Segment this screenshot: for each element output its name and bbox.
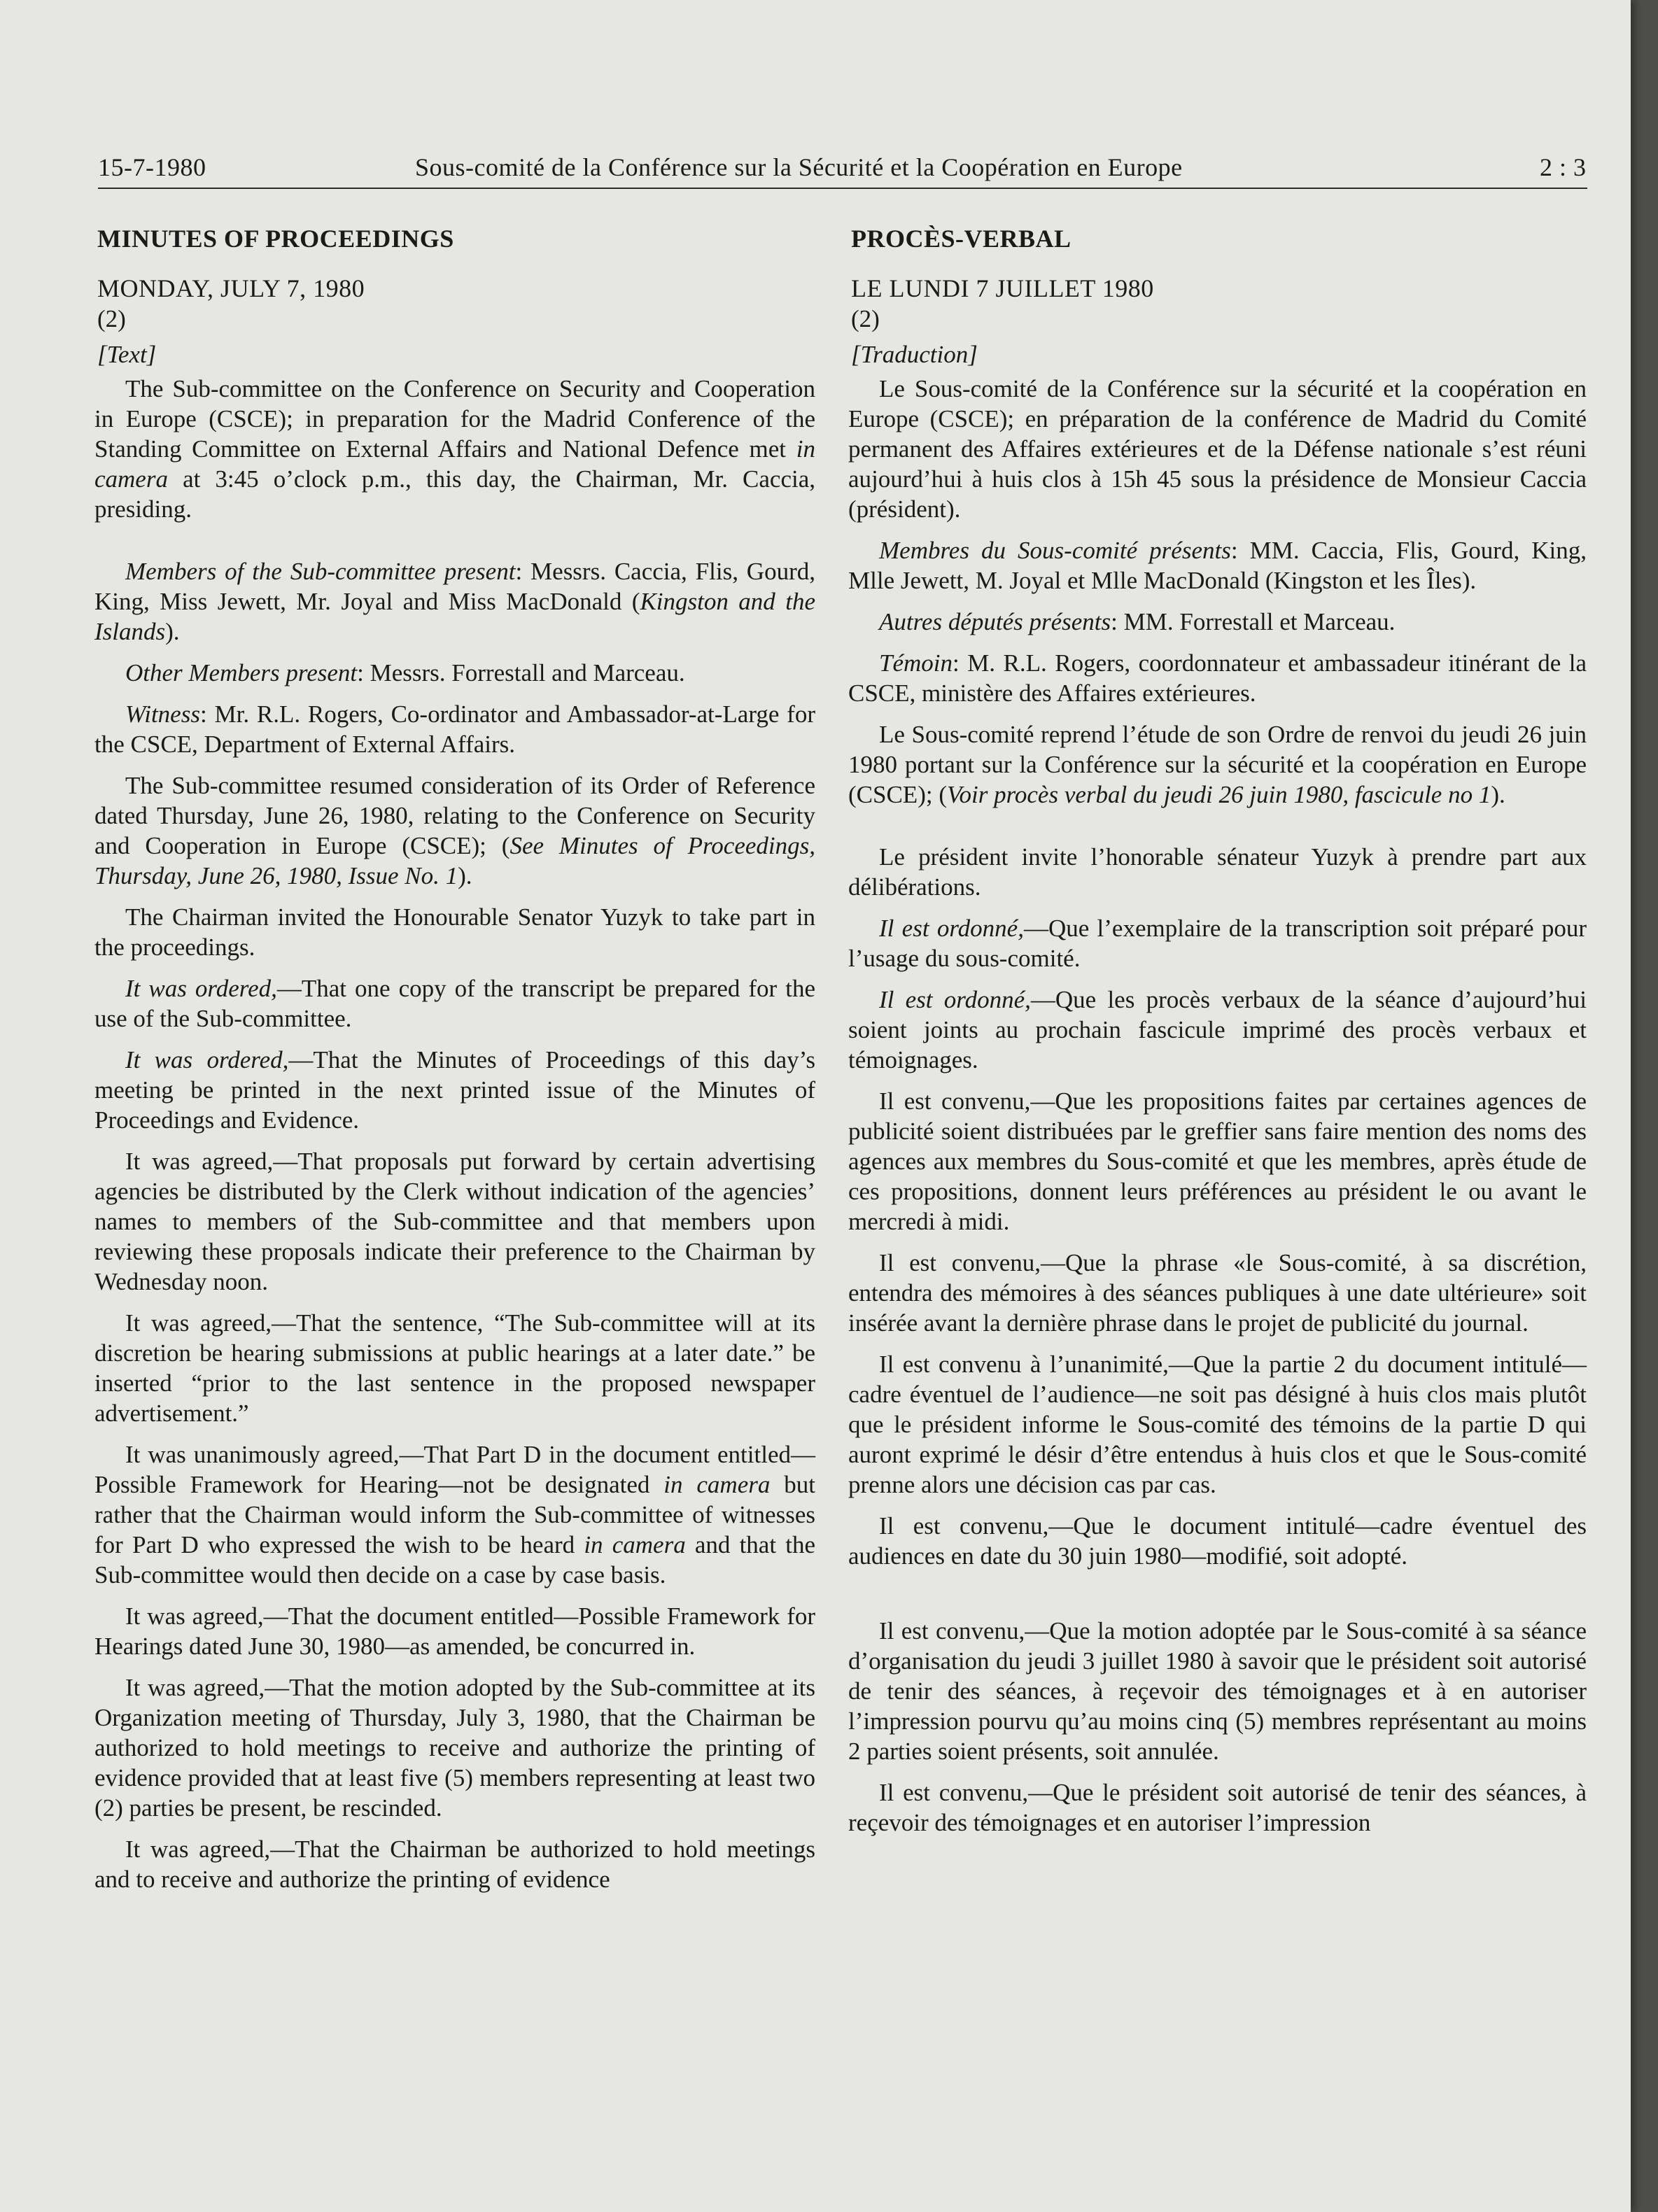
header-rule <box>98 188 1587 189</box>
french-issue: (2) <box>851 305 880 332</box>
english-agreed-2: It was agreed,—That the sentence, “The Sub-committee will at its discretion be hearing submissions at public hearings at a later date.” be inserted “prior to the last sentence in the proposed newspaper advertisement.” <box>94 1309 815 1427</box>
french-unanimously-agreed: Il est convenu à l’unanimité,—Que la partie 2 du document intitulé—cadre éventuel de l’audience—ne soit pas désigné à huis clos mais plutôt que le président informe le Sous-comité des témoins de la partie D qui auront exprimé le désir d’être entendus à huis clos et que le Sous-comité prenne alors une décision cas par cas. <box>848 1351 1587 1498</box>
header-date: 15-7-1980 <box>98 153 206 181</box>
english-witness: Witness: Mr. R.L. Rogers, Co-ordinator and Ambassador-at-Large for the CSCE, Department of External Affairs. <box>94 700 815 758</box>
french-ordered-1: Il est ordonné,—Que l’exemplaire de la transcription soit préparé pour l’usage du sous-comité. <box>848 915 1587 972</box>
english-members-present: Members of the Sub-committee present: Messrs. Caccia, Flis, Gourd, King, Miss Jewett, Mr. Joyal and Miss MacDonald (Kingston and the Islands). <box>94 558 815 645</box>
french-agreed-3: Il est convenu,—Que le document intitulé—cadre éventuel des audiences en date du 30 juin 1980—modifié, soit adopté. <box>848 1512 1587 1570</box>
french-agreed-5: Il est convenu,—Que le président soit autorisé de tenir des séances, à reçevoir des témoignages et en autoriser l’impression <box>848 1779 1587 1836</box>
french-resumed: Le Sous-comité reprend l’étude de son Ordre de renvoi du jeudi 26 juin 1980 portant sur la Conférence sur la sécurité et la coopération en Europe (CSCE); (Voir procès verbal du jeudi 26 juin 1980, fascicule no 1). <box>848 721 1587 808</box>
english-issue: (2) <box>97 305 126 332</box>
english-column <box>94 224 815 1905</box>
english-intro: The Sub-committee on the Conference on Security and Cooperation in Europe (CSCE); in preparation for the Madrid Conference of the Standing Committee on External Affairs and National Defence met in camera at 3:45 o’clock p.m., this day, the Chairman, Mr. Caccia, presiding. <box>94 375 816 523</box>
english-invited: The Chairman invited the Honourable Senator Yuzyk to take part in the proceedings. <box>94 903 815 961</box>
french-intro: Le Sous-comité de la Conférence sur la sécurité et la coopération en Europe (CSCE); en préparation de la conférence de Madrid du Comité permanent des Affaires extérieures et de la Défense nationale s’est réuni aujourd’hui à huis clos à 15h 45 sous la présidence de Monsieur Caccia (président). <box>848 375 1587 523</box>
english-agreed-5: It was agreed,—That the Chairman be authorized to hold meetings and to receive and authorize the printing of evidence <box>94 1836 815 1893</box>
english-title: MINUTES OF PROCEEDINGS <box>97 225 454 253</box>
english-agreed-4: It was agreed,—That the motion adopted by the Sub-committee at its Organization meeting of Thursday, July 3, 1980, that the Chairman be authorized to hold meetings to receive and authorize the printing of evidence provided that at least five (5) members representing at least two (2) parties be present, be rescinded. <box>94 1674 815 1822</box>
english-ordered-2: It was ordered,—That the Minutes of Proceedings of this day’s meeting be printed in the next printed issue of the Minutes of Proceedings and Evidence. <box>94 1046 815 1134</box>
english-agreed-3: It was agreed,—That the document entitled—Possible Framework for Hearings dated June 30, 1980—as amended, be concurred in. <box>94 1602 815 1660</box>
english-date: MONDAY, JULY 7, 1980 <box>97 274 365 302</box>
header-page-number: 2 : 3 <box>1540 153 1587 181</box>
french-text-tag: [Traduction] <box>851 341 978 368</box>
header-running-title: Sous-comité de la Conférence sur la Sécurité et la Coopération en Europe <box>415 153 1183 181</box>
french-ordered-2: Il est ordonné,—Que les procès verbaux de la séance d’aujourd’hui soient joints au prochain fascicule imprimé des procès verbaux et témoignages. <box>848 986 1587 1073</box>
english-text-tag: [Text] <box>97 341 157 368</box>
english-agreed-1: It was agreed,—That proposals put forward by certain advertising agencies be distributed by the Clerk without indication of the agencies’ names to members of the Sub-committee and that members upon reviewing these proposals indicate their preference to the Chairman by Wednesday noon. <box>94 1148 815 1295</box>
english-ordered-1: It was ordered,—That one copy of the transcript be prepared for the use of the Sub-committee. <box>94 975 815 1032</box>
french-agreed-4: Il est convenu,—Que la motion adoptée par le Sous-comité à sa séance d’organisation du jeudi 3 juillet 1980 à savoir que le président soit autorisé de tenir des séances, à reçevoir des témoignages et à en autoriser l’impression pourvu qu’au moins cinq (5) membres représentant au moins 2 parties soient présents, soit annulée. <box>848 1617 1587 1765</box>
french-other-members: Autres députés présents: MM. Forrestall et Marceau. <box>879 608 1396 635</box>
french-agreed-2: Il est convenu,—Que la phrase «le Sous-comité, à sa discrétion, entendra des mémoires à des séances publiques à une date ultérieure» soit insérée avant la dernière phrase dans le projet de publicité du journal. <box>848 1249 1587 1337</box>
french-invited: Le président invite l’honorable sénateur Yuzyk à prendre part aux délibérations. <box>848 843 1587 901</box>
english-resumed: The Sub-committee resumed consideration of its Order of Reference dated Thursday, June 26, 1980, relating to the Conference on Security and Cooperation in Europe (CSCE); (See Minutes of Proceedings, Thursday, June 26, 1980, Issue No. 1). <box>94 772 816 889</box>
french-column <box>848 224 1587 1849</box>
english-other-members: Other Members present: Messrs. Forrestall and Marceau. <box>125 659 685 686</box>
english-unanimously-agreed: It was unanimously agreed,—That Part D in the document entitled—Possible Framework for Hearing—not be designated in camera but rather that the Chairman would inform the Sub-committee of witnesses for Part D who expressed the wish to be heard in camera and that the Sub-committee would then decide on a case by case basis. <box>94 1441 815 1588</box>
french-members-present: Membres du Sous-comité présents: MM. Caccia, Flis, Gourd, King, Mlle Jewett, M. Joyal et Mlle MacDonald (Kingston et les Îles). <box>848 537 1587 594</box>
french-date: LE LUNDI 7 JUILLET 1980 <box>851 274 1154 302</box>
french-agreed-1: Il est convenu,—Que les propositions faites par certaines agences de publicité soient distribuées par le greffier sans faire mention des noms des agences aux membres du Sous-comité et que les membres, après étude de ces propositions, donnent leurs préférences au président le ou avant le mercredi à midi. <box>848 1087 1587 1235</box>
french-witness: Témoin: M. R.L. Rogers, coordonnateur et ambassadeur itinérant de la CSCE, ministère des Affaires extérieures. <box>848 649 1587 707</box>
french-title: PROCÈS-VERBAL <box>851 225 1072 253</box>
